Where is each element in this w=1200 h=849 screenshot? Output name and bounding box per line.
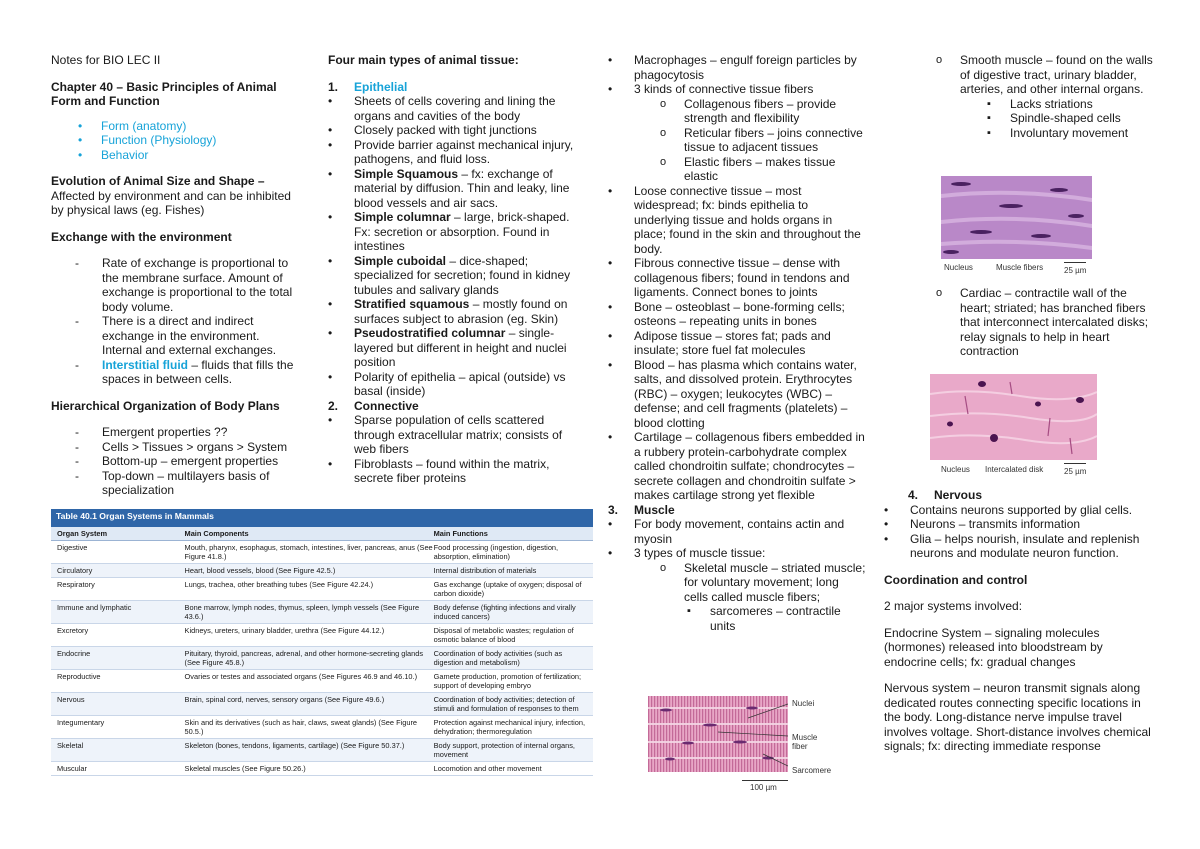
skeletal-text: Skeletal muscle – striated muscle; for voluntary movement; long cells called muscle fibers;	[684, 560, 866, 604]
table-cell: Pituitary, thyroid, pancreas, adrenal, and other hormone-secreting glands (See Figure 45.8.)	[184, 649, 424, 667]
tissue-description: Provide barrier against mechanical injury, pathogens, and fluid loss.	[354, 137, 574, 166]
list-item	[328, 123, 586, 138]
table-cell: Heart, blood vessels, blood (See Figure 42.5.)	[184, 566, 336, 575]
column-1	[51, 53, 301, 498]
table-cell: Circulatory	[57, 566, 93, 575]
table-cell: Digestive	[57, 543, 88, 552]
table-cell: Coordination of body activities; detection of stimuli and formulation of responses to them	[433, 695, 579, 713]
tissue-description: – fx: exchange of material by diffusion. Thin and leaky, line blood vessels and air sacs.	[354, 166, 570, 210]
tissue-term: Stratified squamous	[354, 297, 470, 311]
list-item: - Emergent properties ??	[51, 425, 301, 440]
list-item: • Form (anatomy)	[51, 119, 301, 134]
list-item: • Fibrous connective tissue – dense with collagenous fibers; found in tendons and ligaments. Connect bones to joints	[608, 256, 866, 300]
table-cell: Internal distribution of materials	[433, 566, 537, 575]
list-item: o Elastic fibers – makes tissue elastic	[658, 155, 866, 184]
table-header-cell: Main Components	[184, 529, 249, 538]
list-item: • Sparse population of cells scattered through extracellular matrix; consists of web fibers	[328, 413, 586, 457]
smooth-muscle-image	[941, 176, 1092, 259]
table-cell: Bone marrow, lymph nodes, thymus, spleen, lymph vessels (See Figure 43.6.)	[184, 603, 420, 621]
list-item: • Contains neurons supported by glial cells.	[884, 503, 1154, 518]
table-cell: Body support, protection of internal organs, movement	[433, 741, 575, 759]
evolution-paragraph	[51, 174, 301, 218]
table-cell: Skeletal muscles (See Figure 50.26.)	[184, 764, 306, 773]
table-cell: Skeletal	[57, 741, 84, 750]
label-scale: 25 µm	[1064, 262, 1086, 279]
tissue-description: – large, brick-shaped. Fx: secretion or absorption. Found in intestines	[354, 210, 570, 253]
list-item: ▪ sarcomeres – contractile units	[684, 604, 866, 633]
list-item: • Cartilage – collagenous fibers embedded in a rubbery protein-carbohydrate complex called chondroitin sulfate; chondrocytes – secrete collagen and chondroitin sulfate > makes cartilage strong yet flexible	[608, 430, 866, 503]
notes-title: Notes for BIO LEC II	[51, 53, 161, 67]
list-item: o Cardiac – contractile wall of the heart; striated; has branched fibers that interconnect intercalated disks; relay signals to help in heart contraction	[934, 286, 1152, 359]
exchange-heading: Exchange with the environment	[51, 229, 232, 244]
table-cell: Excretory	[57, 626, 89, 635]
coordination-intro: 2 major systems involved:	[884, 599, 1023, 613]
table-cell: Endocrine	[57, 649, 91, 658]
list-item: • Loose connective tissue – most widespread; fx: binds epithelia to underlying tissue and holds organs in place; found in the skin and throughout the body.	[608, 184, 866, 257]
label-muscle-fibers: Muscle fibers	[996, 263, 1044, 272]
list-item: o Reticular fibers – joins connective tissue to adjacent tissues	[658, 126, 866, 155]
cardiac-block	[934, 286, 1152, 359]
list-item: • Glia – helps nourish, insulate and replenish neurons and modulate neuron function.	[884, 532, 1154, 561]
list-item: - There is a direct and indirect exchange in the environment. Internal and external exchanges.	[51, 314, 301, 358]
exchange-list	[51, 256, 301, 387]
list-item	[658, 561, 866, 634]
connective-list	[328, 413, 586, 486]
table-row	[51, 564, 593, 578]
section-number: 2.	[328, 398, 339, 413]
list-item	[328, 370, 586, 399]
list-item: ▪ Lacks striations	[984, 97, 1154, 112]
list-item	[328, 326, 586, 370]
list-item: • Macrophages – engulf foreign particles by phagocytosis	[608, 53, 866, 82]
smooth-text: Smooth muscle – found on the walls of digestive tract, urinary bladder, arteries, and other internal organs.	[960, 53, 1153, 96]
epithelial-label: Epithelial	[354, 79, 408, 94]
table-cell: Reproductive	[57, 672, 101, 681]
tissue-description: Polarity of epithelia – apical (outside) vs basal (inside)	[354, 369, 566, 398]
table-cell: Coordination of body activities (such as digestion and metabolism)	[433, 649, 563, 667]
table-row	[51, 693, 593, 716]
table-cell: Respiratory	[57, 580, 95, 589]
table-cell: Immune and lymphatic	[57, 603, 132, 612]
nervous-heading	[884, 488, 1154, 503]
smooth-sub-list	[984, 97, 1154, 141]
table-row	[51, 624, 593, 647]
list-item	[608, 82, 866, 184]
section-number: 1.	[328, 79, 339, 94]
table-header-cell: Main Functions	[433, 529, 488, 538]
interstitial-text: – fluids that fills the spaces in between cells.	[102, 357, 294, 386]
label-nucleus: Nucleus	[944, 263, 973, 272]
table-cell: Body defense (fighting infections and virally induced cancers)	[433, 603, 576, 621]
coordination-heading: Coordination and control	[884, 572, 1028, 587]
table-cell: Skin and its derivatives (such as hair, claws, sweat glands) (See Figure 50.5.)	[184, 718, 418, 736]
table-cell: Integumentary	[57, 718, 105, 727]
endocrine-paragraph: Endocrine System – signaling molecules (hormones) released into bloodstream by endocrine cells; fx: gradual changes	[884, 625, 1103, 669]
table-header-cell: Organ System	[57, 529, 108, 538]
table-cell: Mouth, pharynx, esophagus, stomach, intestines, liver, pancreas, anus (See Figure 41.8.)	[184, 543, 433, 561]
list-item: - Bottom-up – emergent properties	[51, 454, 301, 469]
table-title: Table 40.1 Organ Systems in Mammals	[51, 509, 593, 527]
section-number: 4.	[908, 488, 919, 502]
label-muscle-fiber: Muscle fiber	[792, 733, 818, 751]
connective-heading	[328, 399, 586, 414]
tissue-term: Pseudostratified columnar	[354, 326, 506, 340]
table-body	[51, 541, 593, 776]
table-row	[51, 670, 593, 693]
list-item: - Rate of exchange is proportional to the membrane surface. Amount of exchange is proportional to the total body volume.	[51, 256, 301, 314]
column-4	[884, 53, 1154, 140]
fiber-list	[658, 97, 866, 184]
section-number: 3.	[608, 502, 619, 517]
table-row	[51, 739, 593, 762]
list-item: • Behavior	[51, 148, 301, 163]
muscle-type-list	[658, 561, 866, 634]
table-cell: Gas exchange (uptake of oxygen; disposal of carbon dioxide)	[433, 580, 582, 598]
column-3	[608, 53, 866, 633]
label-scale: 100 µm	[750, 783, 777, 792]
evolution-text: Affected by environment and can be inhibited by physical laws (eg. Fishes)	[51, 188, 291, 217]
epithelial-list	[328, 94, 586, 399]
connective-cont-list	[608, 53, 866, 503]
table-cell: Locomotion and other movement	[433, 764, 542, 773]
chapter-title: Chapter 40 – Basic Principles of Animal Form and Function	[51, 79, 277, 108]
table-row	[51, 647, 593, 670]
tissue-term: Simple Squamous	[354, 166, 459, 181]
organ-systems-table	[51, 509, 593, 776]
list-item	[934, 53, 1154, 140]
fibers-label: 3 kinds of connective tissue fibers	[634, 82, 814, 96]
table-cell: Muscular	[57, 764, 87, 773]
table-cell: Lungs, trachea, other breathing tubes (See Figure 42.24.)	[184, 580, 374, 589]
table-cell: Nervous	[57, 695, 85, 704]
list-item: • Neurons – transmits information	[884, 517, 1154, 532]
skeletal-sub-list	[684, 604, 866, 633]
list-item	[328, 138, 586, 167]
muscle-label: Muscle	[634, 502, 675, 517]
label-intercalated-disk: Intercalated disk	[985, 465, 1044, 474]
list-item: - Top-down – multilayers basis of specialization	[51, 469, 301, 498]
tissue-heading: Four main types of animal tissue:	[328, 53, 519, 67]
list-item	[328, 94, 586, 123]
list-item: • Blood – has plasma which contains water, salts, and dissolved protein. Erythrocytes (RBC) – oxygen; leukocytes (WBC) – defense; and cell fragments (platelets) – blood clotting	[608, 358, 866, 431]
evolution-heading: Evolution of Animal Size and Shape –	[51, 174, 265, 188]
skeletal-muscle-graphic	[648, 696, 788, 772]
aspect-list	[51, 119, 301, 163]
table-row	[51, 578, 593, 601]
muscle-heading	[608, 503, 866, 518]
smooth-muscle-graphic	[941, 176, 1092, 259]
tissue-term: Simple cuboidal	[354, 253, 447, 268]
list-item	[328, 210, 586, 254]
connective-label: Connective	[354, 398, 419, 413]
table-cell: Food processing (ingestion, digestion, absorption, elimination)	[433, 543, 559, 561]
table-row	[51, 716, 593, 739]
table-cell: Skeleton (bones, tendons, ligaments, cartilage) (See Figure 50.37.)	[184, 741, 405, 750]
list-item	[328, 254, 586, 298]
nervous-label: Nervous	[934, 488, 983, 502]
list-item	[328, 167, 586, 211]
tissue-description: Sheets of cells covering and lining the organs and cavities of the body	[354, 94, 556, 123]
hierarchy-list	[51, 425, 301, 498]
tissue-description: – single-layered but different in height and nuclei position	[354, 326, 567, 369]
list-item	[608, 546, 866, 633]
cardiac-list	[934, 286, 1152, 359]
label-nuclei: Nuclei	[792, 699, 815, 708]
table-cell: Gamete production, promotion of fertilization; support of developing embryo	[433, 672, 582, 690]
epithelial-heading	[328, 80, 586, 95]
label-scale: 25 µm	[1064, 463, 1086, 480]
table-cell: Brain, spinal cord, nerves, sensory organs (See Figure 49.6.)	[184, 695, 385, 704]
table-cell: Ovaries or testes and associated organs (See Figures 46.9 and 46.10.)	[184, 672, 418, 681]
muscle-types-label: 3 types of muscle tissue:	[634, 546, 766, 560]
table-header	[51, 527, 593, 541]
list-item: o Collagenous fibers – provide strength and flexibility	[658, 97, 866, 126]
tissue-description: – dice-shaped; specialized for secretion; found in kidney tubules and salivary glands	[354, 253, 571, 297]
nervous-system-paragraph: Nervous system – neuron transmit signals along dedicated routes connecting specific locations in the body. Long-distance nerve impulse travel involves voltage. Short-distance involves chemical signals; fx: directing immediate response	[884, 681, 1151, 753]
list-item: • Function (Physiology)	[51, 133, 301, 148]
table-row	[51, 762, 593, 776]
list-item: • Bone – osteoblast – bone-forming cells; osteons – repeating units in bones	[608, 300, 866, 329]
table-row	[51, 601, 593, 624]
skeletal-muscle-image	[648, 696, 788, 772]
table-cell: Protection against mechanical injury, infection, dehydration; thermoregulation	[433, 718, 586, 736]
smooth-list	[934, 53, 1154, 140]
tissue-description: Closely packed with tight junctions	[354, 123, 537, 137]
list-item: ▪ Involuntary movement	[984, 126, 1154, 141]
label-sarcomere: Sarcomere	[792, 766, 832, 775]
list-item: - Cells > Tissues > organs > System	[51, 440, 301, 455]
nervous-list	[884, 503, 1154, 561]
nervous-block	[884, 488, 1154, 754]
hierarchy-heading: Hierarchical Organization of Body Plans	[51, 398, 280, 413]
table-cell: Kidneys, ureters, urinary bladder, urethra (See Figure 44.12.)	[184, 626, 385, 635]
cardiac-muscle-image	[930, 374, 1097, 460]
list-item	[51, 358, 301, 387]
list-item: • Adipose tissue – stores fat; pads and insulate; store fuel fat molecules	[608, 329, 866, 358]
muscle-list	[608, 517, 866, 633]
tissue-description: – mostly found on surfaces subject to abrasion (eg. Skin)	[354, 297, 568, 326]
tissue-term: Simple columnar	[354, 210, 451, 224]
label-nucleus: Nucleus	[941, 465, 970, 474]
list-item	[328, 297, 586, 326]
cardiac-muscle-graphic	[930, 374, 1097, 460]
list-item: • For body movement, contains actin and myosin	[608, 517, 866, 546]
interstitial-term: Interstitial fluid	[102, 357, 189, 372]
table-cell: Disposal of metabolic wastes; regulation of osmotic balance of blood	[433, 626, 574, 644]
table-row	[51, 541, 593, 564]
list-item: • Fibroblasts – found within the matrix, secrete fiber proteins	[328, 457, 586, 486]
column-2	[328, 53, 586, 486]
list-item: ▪ Spindle-shaped cells	[984, 111, 1154, 126]
